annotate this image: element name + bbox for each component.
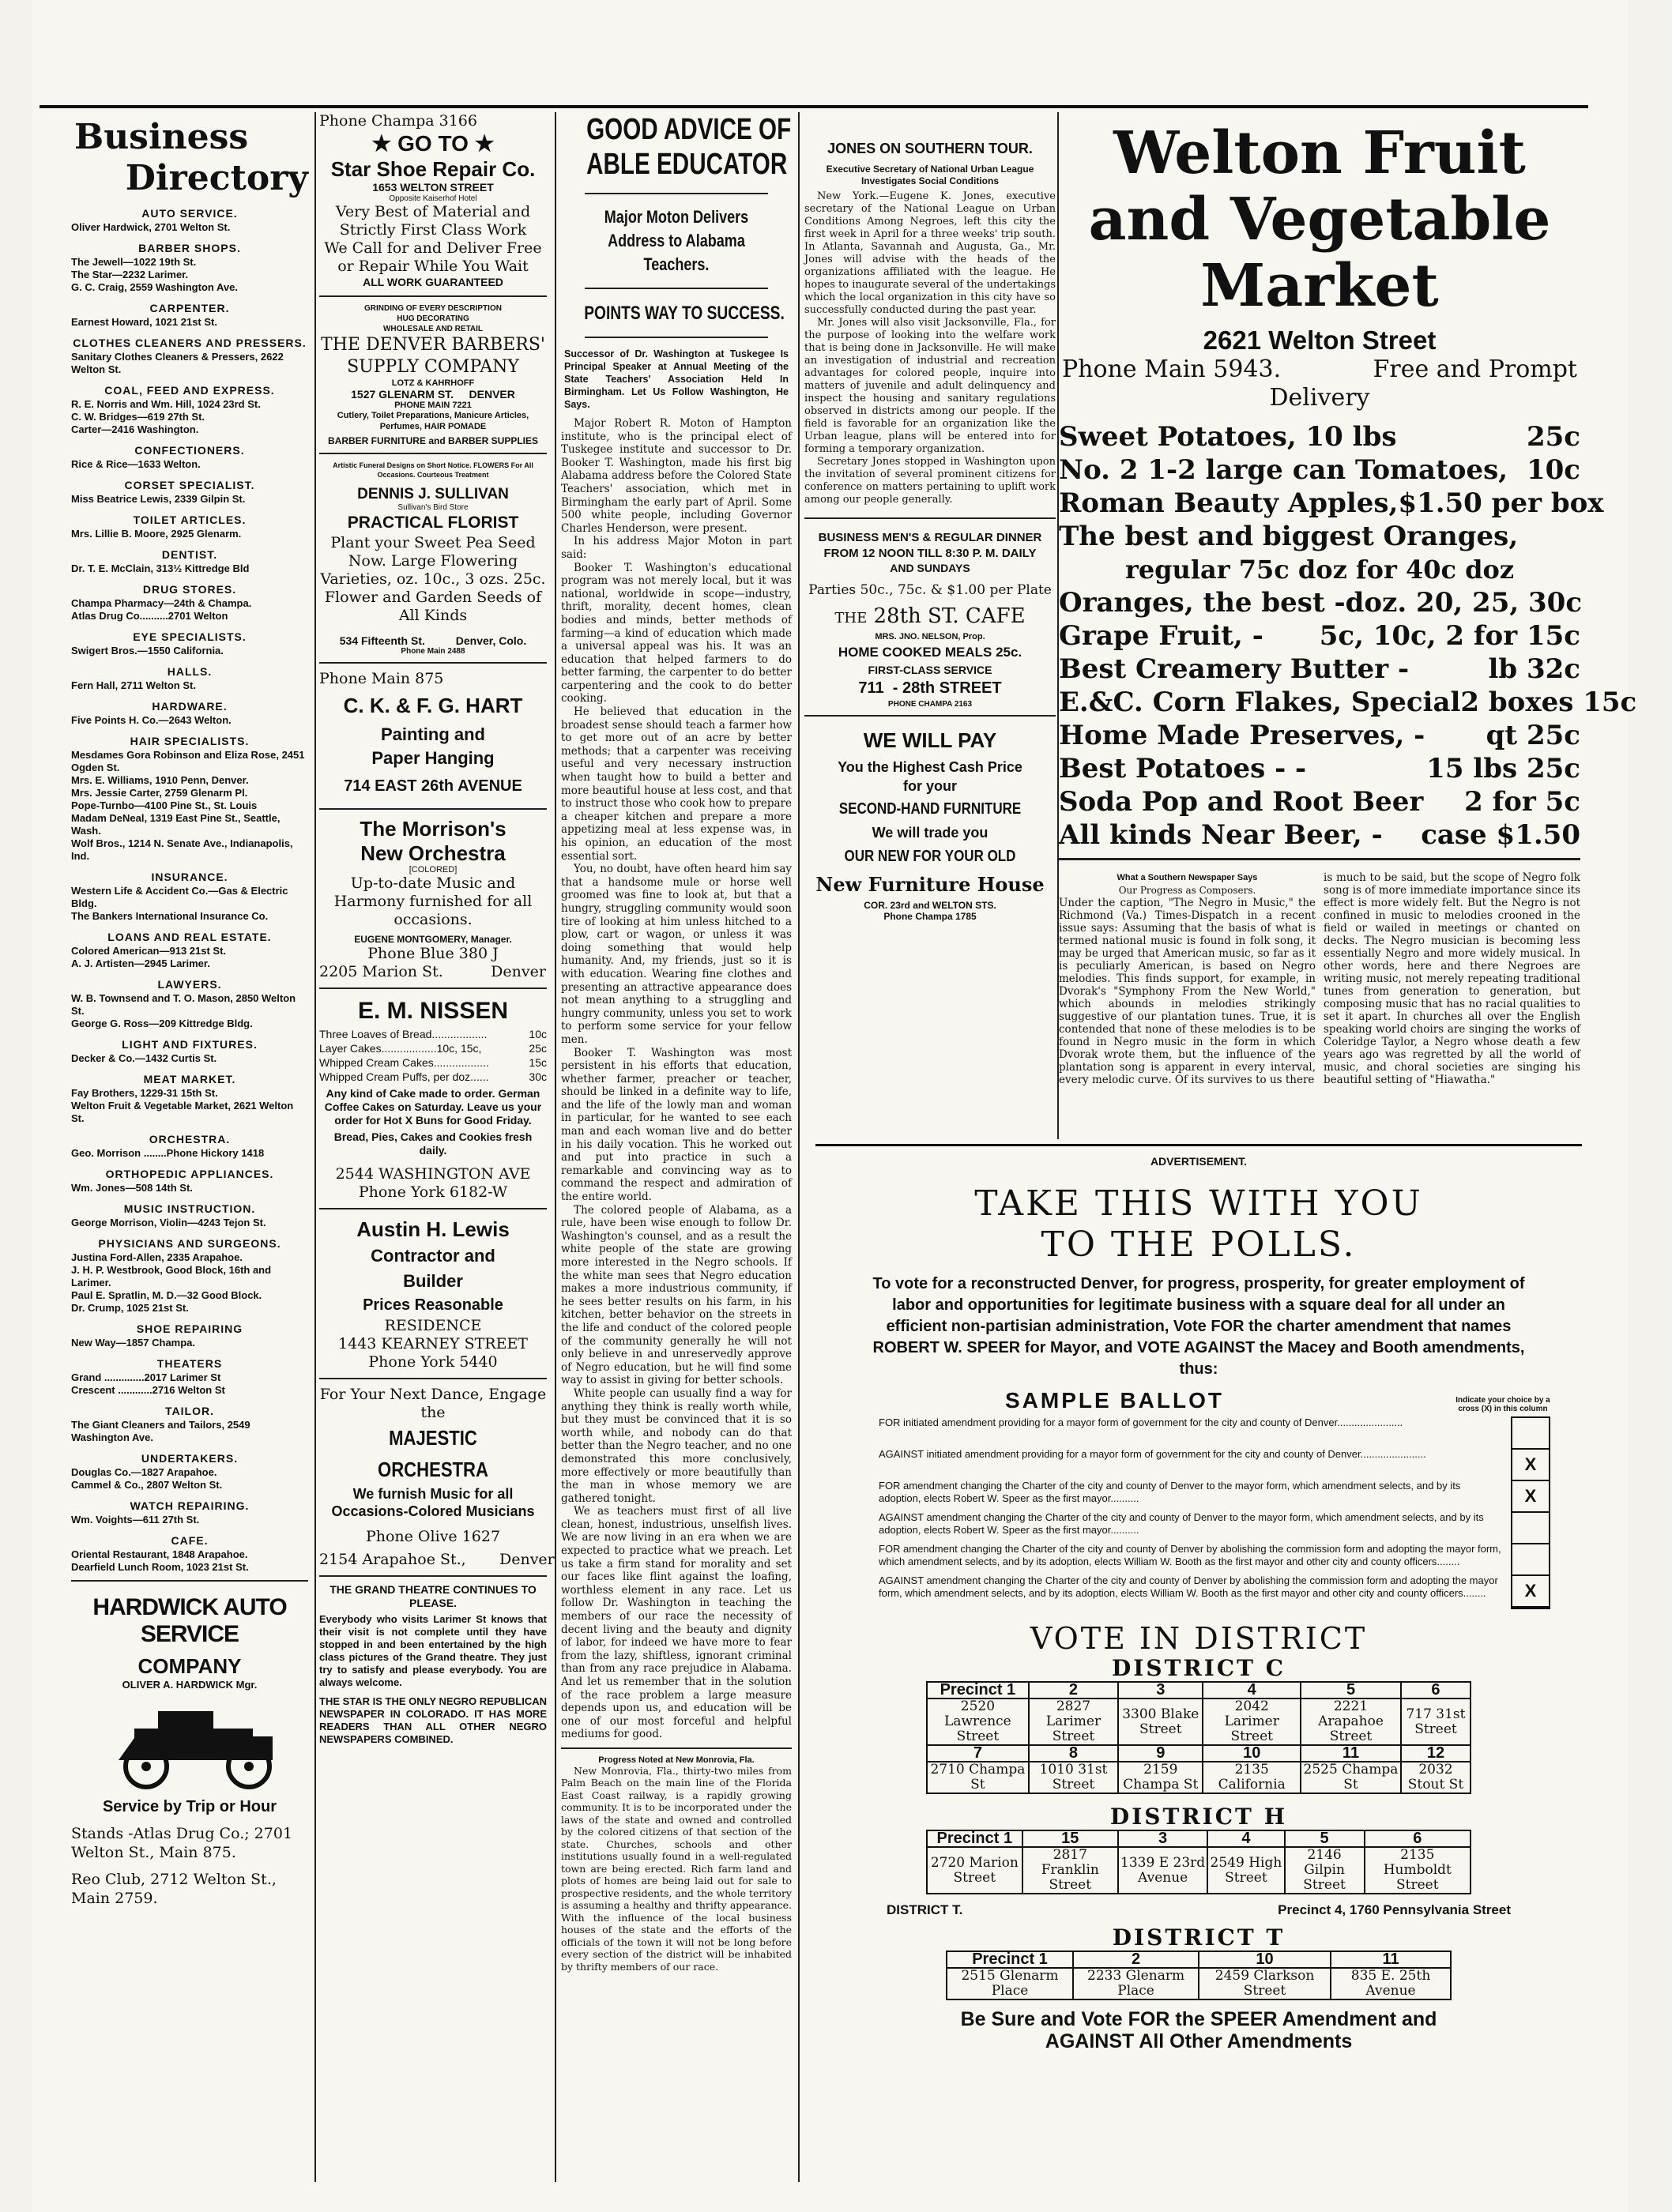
hardwick-company: COMPANY — [137, 1654, 242, 1678]
hardwick-reo: Reo Club, 2712 Welton St., Main 2759. — [71, 1871, 277, 1907]
district-h-title: DISTRICT H — [1109, 1804, 1288, 1830]
table-cell: 12 — [1401, 1745, 1471, 1762]
divider — [71, 1580, 308, 1582]
table-cell: 2135 California — [1203, 1762, 1301, 1793]
article-deck: Successor of Dr. Washington at Tuskegee Is Principal Speaker at Annual Meeting of the State Teachers' Association Held In Birmingham. Let Us Follow Washington, He Says. — [564, 348, 789, 410]
directory-entry: Dearfield Lunch Room, 1023 21st St. — [71, 1561, 249, 1573]
table-row — [927, 1830, 1471, 1847]
table-cell: 3 — [1118, 1682, 1203, 1698]
table-cell: 1010 31st Street — [1029, 1762, 1118, 1793]
divider — [319, 1575, 547, 1577]
price-row — [1059, 752, 1580, 785]
table-cell: 2146 Gilpin Street — [1285, 1847, 1365, 1894]
directory-entry: Justina Ford-Allen, 2335 Arapahoe. — [71, 1251, 243, 1263]
directory-heading: CORSET SPECIALIST. — [124, 479, 255, 491]
article-subhead: Major Moton Delivers Address to Alabama Teachers. — [604, 207, 749, 274]
divider — [585, 193, 768, 194]
lewis-contractor-ad: Austin H. Lewis Contractor and Builder Prices Reasonable RESIDENCE 1443 KEARNEY STREET Phone York 5440 — [338, 1217, 528, 1371]
price-row — [1059, 653, 1580, 686]
paragraph: You, no doubt, have often heard him say that a handsome mule or horse well groomed was fine to look at, but that a hungry, struggling community would soon tire of looking at him unless hitched to a plow, cart or wagon, or unless it was doing something that would help humanity. And, my friends, just so it is with education. Wearing fine clothes and presenting an attractive appearance does not mean anything to a struggling and hungry community, unless you set to work to perform some service for your fellow men. — [561, 863, 792, 1046]
directory-entry: Earnest Howard, 1021 21st St. — [71, 316, 217, 328]
directory-heading: SHOE REPAIRING — [136, 1322, 243, 1335]
directory-heading: DENTIST. — [161, 548, 218, 561]
table-cell: 2549 High Street — [1207, 1847, 1284, 1894]
price-row — [1059, 586, 1583, 619]
table-cell: 2827 Larimer Street — [1029, 1698, 1118, 1745]
item-name: Best Creamery Butter - — [1059, 653, 1410, 685]
directory-entry: Rice & Rice—1633 Welton. — [71, 458, 201, 470]
paragraph: He believed that education in the broadest sense should teach a farmer how to get more out of an acre by better methods; that a carpenter was receiving useful and very necessary instruction when taught how to build a better and more beautiful house at less cost, and that to instruct those who cook how to prepare a cheaper kitchen and prepare a more appetizing meal at less expense was, in his opinion, an education of the most essential sort. — [561, 705, 792, 863]
price-row — [1059, 686, 1637, 719]
table-cell: 6 — [1365, 1830, 1471, 1847]
directory-entry: Decker & Co.—1432 Curtis St. — [71, 1052, 217, 1064]
directory-title: Business Directory — [74, 117, 308, 198]
directory-heading: TAILOR. — [165, 1405, 214, 1417]
ballot-box[interactable]: X — [1512, 1481, 1549, 1513]
article-body — [561, 417, 792, 1741]
directory-entry: Cammel & Co., 2807 Welton St. — [71, 1479, 223, 1491]
table-cell: 2459 Clarkson Street — [1199, 1968, 1331, 1999]
table-cell: 2515 Glenarm Place — [947, 1968, 1073, 1999]
paragraph: Booker T. Washington's educational program was not merely local, but it was national, worldwide in scope—industry, thrift, morality, decent homes, clean bodies and minds, better methods of farming—a kind of education which made a universal appeal was his. It was an education that helped farmers to do better farming, the carpenter to do better carpentering and the cook to do better cooking. — [561, 561, 792, 705]
item-price: lb 32c — [1488, 653, 1580, 685]
directory-heading: PHYSICIANS AND SURGEONS. — [98, 1237, 281, 1250]
directory-heading: MEAT MARKET. — [143, 1073, 236, 1085]
directory-entry: Carter—2416 Washington. — [71, 423, 199, 435]
table-cell: Precinct 1 — [947, 1951, 1073, 1968]
divider — [815, 1144, 1582, 1146]
item-name: Soda Pop and Root Beer — [1059, 786, 1424, 818]
directory-entry: Douglas Co.—1827 Arapahoe. — [71, 1466, 217, 1478]
table-cell: 4 — [1207, 1830, 1284, 1847]
directory-entry: The Giant Cleaners and Tailors, 2549 Washington Ave. — [71, 1419, 250, 1443]
top-rule — [40, 105, 1588, 108]
directory-entry: Wm. Jones—508 14th St. — [71, 1182, 193, 1194]
directory-heading: HARDWARE. — [152, 700, 228, 713]
item-name: No. 2 1-2 large can Tomatoes, — [1059, 454, 1508, 486]
paragraph: In his address Major Moton in part said: — [561, 535, 792, 561]
sample-ballot — [879, 1416, 1550, 1609]
table-row — [927, 1698, 1471, 1745]
table-cell: 2233 Glenarm Place — [1073, 1968, 1199, 1999]
directory-heading: COAL, FEED AND EXPRESS. — [104, 384, 275, 397]
directory-heading: UNDERTAKERS. — [141, 1452, 239, 1465]
item-price: qt 25c — [1486, 720, 1580, 751]
table-cell: 2817 Franklin Street — [1022, 1847, 1118, 1894]
price-value: 10c — [529, 1028, 547, 1040]
directory-heading: CAFE. — [171, 1534, 209, 1547]
divider — [585, 337, 768, 338]
district-t-line: DISTRICT T. Precinct 4, 1760 Pennsylvania Street — [887, 1902, 1511, 1917]
price-row — [1059, 619, 1580, 653]
ballot-item: FOR initiated amendment providing for a mayor form of government for the city and county of Denver....................... — [879, 1416, 1403, 1428]
furniture-ad: WE WILL PAY You the Highest Cash Price for your SECOND-HAND FURNITURE We will trade you OUR NEW FOR YOUR OLD New Furniture House COR. 23rd and WELTON STS. Phone Champa 1785 — [815, 728, 1045, 922]
directory-heading: CONFECTIONERS. — [134, 444, 245, 457]
article-headline: GOOD ADVICE OF — [586, 113, 792, 146]
ballot-item: AGAINST amendment changing the Charter of the city and county of Denver to the mayor form, which amendment selects, and by its adoption, elects Robert W. Speer as the first mayor.......... — [879, 1511, 1484, 1536]
welton-title: Welton Fruit and Vegetable Market — [1088, 119, 1551, 320]
directory-heading: LOANS AND REAL ESTATE. — [107, 931, 272, 943]
directory-heading: INSURANCE. — [151, 871, 228, 883]
directory-entry: Colored American—913 21st St. — [71, 945, 227, 957]
cafe-ad: BUSINESS MEN'S & REGULAR DINNER FROM 12 NOON TILL 8:30 P. M. DAILY AND SUNDAYS Parties 50c., 75c. & $1.00 per Plate THE 28th ST. CAFE MRS. JNO. NELSON, Prop. HOME COOKED MEALS 25c. FIRST-CLASS SERVICE 711 - 28th STREET PHONE CHAMPA 2163 — [808, 531, 1052, 709]
directory-entry: R. E. Norris and Wm. Hill, 1024 23rd St. — [71, 398, 261, 410]
price-row — [319, 1055, 547, 1070]
table-cell: 9 — [1118, 1745, 1203, 1762]
table-cell: Precinct 1 — [927, 1830, 1022, 1847]
item-price: 25c — [1526, 421, 1580, 453]
directory-entry: Fay Brothers, 1229-31 15th St. — [71, 1087, 218, 1099]
directory-heading: HAIR SPECIALISTS. — [130, 735, 250, 747]
district-h-table — [926, 1830, 1471, 1894]
directory-entry: Atlas Drug Co..........2701 Welton — [71, 610, 228, 622]
ballot-box[interactable]: X — [1512, 1576, 1549, 1608]
directory-heading: LIGHT AND FIXTURES. — [122, 1038, 258, 1051]
paragraph: Mr. Jones will also visit Jacksonville, Fla., for the purpose of looking into the welfare work that is being done in Jacksonville. He will make an investigation of industrial and recreation advantages for colored people, inquire into matters of juvenile and adult delinquency and inspect the housing and sanitary regulations observed in districts among our people. If the field is favorable for an organization like the Urban league, plans will be entered into for forming a temporary organization. — [804, 317, 1056, 455]
column-divider — [555, 112, 556, 2182]
item-price: 10c — [1526, 454, 1580, 486]
item-name: All kinds Near Beer, - — [1059, 819, 1383, 851]
directory-entry: Mrs. Lillie B. Moore, 2925 Glenarm. — [71, 528, 242, 540]
table-cell: 11 — [1301, 1745, 1401, 1762]
item-name: Home Made Preserves, - — [1059, 720, 1425, 751]
price-row — [1059, 420, 1580, 453]
directory-entry: Welton Fruit & Vegetable Market, 2621 Welton St. — [71, 1100, 294, 1124]
jones-body — [804, 190, 1056, 506]
directory-entry: Wolf Bros., 1214 N. Senate Ave., Indianapolis, Ind. — [71, 837, 293, 862]
divider — [561, 1747, 792, 1749]
directory-heading: LAWYERS. — [157, 978, 222, 991]
directory-heading: HALLS. — [167, 665, 213, 678]
hardwick-manager: OLIVER A. HARDWICK Mgr. — [122, 1679, 258, 1691]
table-row — [947, 1968, 1451, 1999]
table-cell: 2 — [1029, 1682, 1118, 1698]
welton-address: 2621 Welton Street — [1203, 325, 1437, 355]
directory-heading: TOILET ARTICLES. — [133, 514, 247, 526]
price-row — [319, 1041, 547, 1055]
district-c-table — [926, 1681, 1471, 1794]
automobile-icon — [87, 1697, 292, 1792]
hart-painting-ad: Phone Main 875 C. K. & F. G. HART Painting and Paper Hanging 714 EAST 26th AVENUE — [319, 670, 523, 795]
paragraph: Booker T. Washington was most persistent in his efforts that education, whether farmer, preacher or teacher, should be linked in a definite way to life, and the life of the lowly man and woman in particular, for he wanted to see each man and each woman live and do better in his daily vocation. This he worked out and put into practice in such a remarkable and convincing way as to command the respect and admiration of the entire world. — [561, 1046, 792, 1204]
divider — [319, 453, 547, 454]
table-cell: 2 — [1073, 1951, 1199, 1968]
welton-phone: Phone Main 5943. Free and Prompt — [1062, 356, 1577, 383]
table-cell: Precinct 1 — [927, 1682, 1029, 1698]
table-cell: 717 31st Street — [1401, 1698, 1471, 1745]
item-price: case $1.50 — [1421, 819, 1580, 851]
directory-heading: WATCH REPAIRING. — [130, 1499, 250, 1512]
divider — [319, 988, 547, 989]
directory-entry: Paul E. Spratlin, M. D.—32 Good Block. — [71, 1289, 262, 1301]
price-item: Whipped Cream Cakes.................. — [319, 1056, 489, 1069]
directory-entry: Grand ..............2017 Larimer St — [71, 1371, 221, 1383]
monrovia-body: New Monrovia, Fla., thirty-two miles from Palm Beach on the main line of the Florida East Coast railway, is a rapidly growing community. It is to be incorporated under the laws of the state and owned and controlled by the colored citizens of that section of the state. Churches, schools and other institutions usually found in a well-regulated town are being erected. Rich farm land and plots of homes are being laid out for sale to prospective residents, and the whole territory is assuming a healthy and thrifty appearance. With the influence of the local business houses of the state and the efforts of the officials of the town it will not be long before every section of the district will be inhabited by thrifty members of our race. — [561, 1764, 792, 1973]
district-c-title: DISTRICT C — [1112, 1655, 1286, 1681]
welton-delivery: Delivery — [1269, 384, 1370, 412]
divider — [319, 295, 547, 297]
ballot-box[interactable] — [1512, 1418, 1549, 1450]
item-name: The best and biggest Oranges, — [1059, 521, 1519, 552]
directory-entry: Oriental Restaurant, 1848 Arapahoe. — [71, 1548, 248, 1560]
morrison-orchestra-ad: The Morrison's New Orchestra [COLORED] Up-to-date Music and Harmony furnished for all occasions. EUGENE MONTGOMERY, Manager. Phone Blue 380 J 2205 Marion St. Denver — [319, 817, 546, 980]
table-row — [947, 1951, 1451, 1968]
directory-entry: George G. Ross—209 Kittredge Bldg. — [71, 1018, 253, 1029]
price-item: Whipped Cream Puffs, per doz...... — [319, 1070, 489, 1083]
price-row — [1059, 818, 1580, 852]
directory-heading: ORCHESTRA. — [149, 1133, 231, 1146]
directory-entry: Swigert Bros.—1550 California. — [71, 645, 224, 656]
star-icon: ★ — [371, 131, 392, 156]
paragraph: New York.—Eugene K. Jones, executive secretary of the National League on Urban Conditions Among Negroes, left this city the first week in April for a three weeks' trip south. In Atlanta, Savannah and Augusta, Ga., Mr. Jones will advise with the heads of the organizations affiliated with the league. He hopes to inaugurate several of the undertakings which the local organization in this city have so successfully conducted during the past year. — [804, 190, 1056, 316]
table-cell: 10 — [1203, 1745, 1301, 1762]
directory-entry: Oliver Hardwick, 2701 Welton St. — [71, 221, 231, 233]
table-row — [927, 1682, 1471, 1698]
price-row — [1059, 785, 1580, 818]
directory-heading: CARPENTER. — [149, 302, 230, 314]
directory-entry: Crescent ............2716 Welton St — [71, 1384, 225, 1396]
vote-in-district-title: VOTE IN DISTRICT — [1030, 1621, 1368, 1656]
florist-ad: Artistic Funeral Designs on Short Notice. FLOWERS For All Occasions. Courteous Treatment DENNIS J. SULLIVAN Sullivan's Bird Store PRACTICAL FLORIST Plant your Sweet Pea Seed Now. Large Flowering Varieties, oz. 10c., 3 ozs. 25c. Flower and Garden Seeds of All Kinds 534 Fifteenth St. Denver, Colo. Phone Main 2488 — [320, 461, 546, 656]
item-name: regular 75c doz for 40c doz — [1124, 555, 1515, 585]
table-cell: 4 — [1203, 1682, 1301, 1698]
hardwick-stands: Stands -Atlas Drug Co.; 2701 Welton St., Main 875. — [71, 1825, 293, 1861]
column-divider — [798, 112, 800, 2182]
welton-price-list — [1059, 420, 1637, 852]
paragraph: Secretary Jones stopped in Washington upon the invitation of several prominent citizens for conference on matters pertaining to uplift work among our people generally. — [804, 456, 1056, 506]
paragraph: The colored people of Alabama, as a rule, have been wise enough to follow Dr. Washington's counsel, and as a result the white people of the state are growing more interested in the Negro schools. If the white man sees that Negro education makes a more industrious community, if he sees better results on his farm, in his kitchen, better behavior on the streets in the life and conduct of the colored people of the community generally he will not only believe in and unreservedly approve of Negro education, but he will find some way to assist in giving for better schools. — [561, 1203, 792, 1387]
majestic-orchestra-ad: For Your Next Dance, Engage the MAJESTIC ORCHESTRA We furnish Music for all Occasions-Colored Musicians Phone Olive 1627 2154 Arapahoe St., Denver — [319, 1386, 555, 1568]
price-row — [319, 1027, 547, 1041]
directory-entry: The Jewell—1022 19th St. — [71, 256, 197, 268]
ballot-note: Indicate your choice by a cross (X) in this column — [1455, 1396, 1550, 1413]
price-value: 30c — [529, 1070, 547, 1083]
item-price: 2 for 5c — [1464, 786, 1580, 818]
jones-headline: JONES ON SOUTHERN TOUR. — [827, 141, 1033, 156]
ballot-item: AGAINST initiated amendment providing for a mayor form of government for the city and county of Denver....................... — [879, 1448, 1426, 1460]
nissen-price-list — [319, 1027, 547, 1084]
hardwick-title: HARDWICK AUTO SERVICE — [92, 1594, 287, 1647]
nissen-bakery-ad: E. M. NISSEN Three Loaves of Bread.................. 10c Layer Cakes..................10c, 15c, 25c Whipped Cream Cakes.................. 15c Whipped Cream Puffs, per doz...... 30c Any kind of Cake made to order. German Coffee Cakes on Saturday. Leave us your order for Hot X Buns for Good Friday. Bread, Pies, Cakes and Cookies fresh daily. 2544 WASHINGTON AVE Phone York 6182-W — [319, 998, 547, 1201]
column-divider — [314, 112, 316, 2182]
directory-sections — [71, 207, 308, 1574]
table-cell: 3300 Blake Street — [1118, 1698, 1203, 1745]
price-row — [319, 1070, 547, 1084]
monrovia-headline: Progress Noted at New Monrovia, Fla. — [598, 1755, 755, 1765]
directory-entry: Pope-Turnbo—4100 Pine St., St. Louis — [71, 799, 258, 811]
directory-entry: Geo. Morrison ........Phone Hickory 1418 — [71, 1147, 265, 1159]
item-name: Sweet Potatoes, 10 lbs — [1059, 421, 1397, 453]
directory-entry: Mrs. Jessie Carter, 2759 Glenarm Pl. — [71, 787, 248, 799]
ballot-item: FOR amendment changing the Charter of the city and county of Denver by abolishing the commission form and adopting the mayor form, which amendment selects, and by its adoption, elects William W. Booth as the first mayor and other city and county officers........ — [879, 1543, 1501, 1567]
table-cell: 3 — [1118, 1830, 1207, 1847]
directory-entry: New Way—1857 Champa. — [71, 1337, 196, 1349]
polls-title: TAKE THIS WITH YOU TO THE POLLS. — [974, 1183, 1423, 1265]
item-price: 2 boxes 15c — [1460, 687, 1637, 718]
item-name: Best Potatoes - - — [1059, 753, 1307, 784]
article-subhead: POINTS WAY TO SUCCESS. — [584, 303, 785, 324]
divider — [319, 662, 547, 664]
price-item: Layer Cakes..................10c, 15c, — [319, 1042, 482, 1055]
directory-entry: Fern Hall, 2711 Welton St. — [71, 679, 196, 691]
directory-heading: EYE SPECIALISTS. — [133, 630, 247, 643]
directory-entry: Five Points H. Co.—2643 Welton. — [71, 714, 232, 726]
polls-advertisement: ADVERTISEMENT. TAKE THIS WITH YOU TO THE POLLS. To vote for a reconstructed Denver, for progress, prosperity, for greater employment of labor and opportunities for legitimate business with a square deal for all under an efficient non-partisian administration, Vote FOR the charter amendment that names ROBERT W. SPEER for Mayor, and VOTE AGAINST the Macey and Booth amendments, thus: SAMPLE BALLOT Indicate your choice by a cross (X) in this column FOR initiated amendment providing for a mayor form of government for the city and county of Denver....................... AGAINST initiated amendment providing for a mayor form of government for the city and county of Denver....................... FOR amendment changing the Charter of the city and county of Denver to the mayor form, which amendment selects, and by its adoption, elects Robert W. Speer as the first mayor.......... AGAINST amendment changing the Charter of the city and county of Denver to the mayor form, which amendment selects, and by its adoption, elects Robert W. Speer as the first mayor.......... FOR amendment changing the Charter of the city and county of Denver by abolishing the commission form and adopting the mayor form, which amendment selects, and by its adoption, elects William W. Booth as the first mayor and other city and county officers........ AGAINST amendment changing the Charter of the city and county of Denver by abolishing the commission form and adopting the mayor form, which amendment selects, and by its adoption, elects William W. Booth as the first mayor and other city and county officers........ X X X VOTE IN DISTRICT DISTRICT C Precinct 1 2 3 4 5 6 2520 Lawrence Street 2827 Larimer Street 3300 Blake Street 2042 Larimer Street 2221 Arapahoe Street 717 31st Street 7 8 9 10 11 12 2710 Champa St 1010 31st Street 2159 Champa St 2135 California 2525 Champa St 2032 Stout St DISTRICT H Precinct 1 15 3 4 5 6 2720 Marion Street 2817 Franklin Street 1339 E 23rd Avenue 2549 High Street 2146 Gilpin Street 2135 Humboldt Street DISTRICT T. Precinct 4, 1760 Pennsylvania Street DISTRICT T Precinct 1 2 10 11 2515 Glenarm Place 2233 Glenarm Place 2459 Clarkson Street 835 E. 25th Avenue Be Sure and Vote FOR the SPEER Amendment and AGAINST All Other Amendments — [815, 1155, 1582, 2166]
table-cell: 2032 Stout St — [1401, 1762, 1471, 1793]
divider — [804, 517, 1056, 519]
district-t-table — [946, 1951, 1452, 2000]
directory-entry: The Star—2232 Larimer. — [71, 269, 189, 280]
table-cell: 2525 Champa St — [1301, 1762, 1401, 1793]
article-headline: ABLE EDUCATOR — [586, 148, 788, 181]
table-cell: 11 — [1331, 1951, 1451, 1968]
table-cell: 2042 Larimer Street — [1203, 1698, 1301, 1745]
ballot-box[interactable] — [1512, 1513, 1549, 1544]
table-cell: 1339 E 23rd Avenue — [1118, 1847, 1207, 1894]
item-price: 5c, 10c, 2 for 15c — [1319, 620, 1580, 652]
music-article: What a Southern Newspaper Says Our Progress as Composers. Under the caption, "The Negro in Music," the Richmond (Va.) Times-Dispatch in a recent issue says: Assuming that the basis of what is termed national music is found in folk song, it may be urged that American music, so far as it is peculiarly American, is based on Negro melodies. This finds support, for example, in Dvorak's "Symphony From the New World," which abounds in melodies strikingly suggestive of our plantation tunes. True, it is contended that none of these melodies is to be found in Negro music in the form in which Dvorak wrote them, but the influence of the plantation song is apparent in every interval, every melodic curve. Of its survives to us there is much to be said, but the scope of Negro folk song is of more immediate importance since its effect is more widely felt. But the Negro is not confined in music to melodies crooned in the field or wailed in meetings or chanted on decks. The Negro musician is becoming less essentially Negro and more widely musical. In other words, here and there Negroes are writing music, not merely repeating traditional tunes from generation to generation, but composing music that has no racial qualities to set it apart. In churches all over the English speaking world choirs are singing the works of Coleridge Taylor, a Negro whose death a few years ago was regretted by all the world of music, and choral societies are singing his beautiful setting of "Hiawatha." — [1059, 871, 1580, 1086]
directory-entry: W. B. Townsend and T. O. Mason, 2850 Welton St. — [71, 992, 296, 1017]
divider — [1059, 858, 1580, 860]
directory-entry: George Morrison, Violin—4243 Tejon St. — [71, 1217, 266, 1228]
directory-heading: THEATERS — [156, 1357, 223, 1370]
price-row — [1059, 453, 1580, 487]
table-cell: 2710 Champa St — [927, 1762, 1029, 1793]
polls-body: To vote for a reconstructed Denver, for progress, prosperity, for greater employment of labor and opportunities for legitimate business with a square deal for all under an efficient non-partisian administration, Vote FOR the charter amendment that names ROBERT W. SPEER for Mayor, and VOTE AGAINST the Macey and Booth amendments, thus: — [872, 1275, 1525, 1378]
divider — [585, 288, 768, 289]
directory-heading: ORTHOPEDIC APPLIANCES. — [105, 1168, 274, 1180]
ads-column — [319, 112, 555, 2182]
directory-heading: BARBER SHOPS. — [138, 242, 241, 254]
price-row — [1059, 487, 1604, 520]
divider — [319, 808, 547, 810]
price-row — [1059, 719, 1580, 752]
directory-heading: CLOTHES CLEANERS AND PRESSERS. — [73, 337, 307, 349]
directory-entry: Dr. Crump, 1025 21st St. — [71, 1302, 189, 1314]
barbers-supply-ad: GRINDING OF EVERY DESCRIPTION HUG DECORATING WHOLESALE AND RETAIL THE DENVER BARBERS' SUPPLY COMPANY LOTZ & KAHRHOFF 1527 GLENARM ST. DENVER PHONE MAIN 7221 Cutlery, Toilet Preparations, Manicure Articles, Perfumes, HAIR POMADE BARBER FURNITURE and BARBER SUPPLIES — [321, 304, 545, 446]
directory-entry: C. W. Bridges—619 27th St. — [71, 411, 205, 423]
directory-entry: Western Life & Accident Co.—Gas & Electric Bldg. — [71, 885, 288, 909]
directory-heading: AUTO SERVICE. — [141, 207, 238, 220]
polls-footer: Be Sure and Vote FOR the SPEER Amendment and AGAINST All Other Amendments — [960, 2008, 1437, 2052]
directory-heading: MUSIC INSTRUCTION. — [123, 1202, 256, 1215]
divider — [319, 1208, 547, 1209]
table-cell: 2135 Humboldt Street — [1365, 1847, 1471, 1894]
table-cell: 2720 Marion Street — [927, 1847, 1022, 1894]
price-value: 25c — [529, 1042, 547, 1055]
ballot-title: SAMPLE BALLOT — [1005, 1388, 1224, 1413]
hardwick-service: Service by Trip or Hour — [102, 1798, 277, 1815]
price-row — [1059, 520, 1580, 553]
paragraph: Major Robert R. Moton of Hampton institute, who is the principal elect of Tuskegee institute and successor to Dr. Booker T. Washington, made his first big Alabama address before the Colored State Teachers' association, which met in Birmingham the early part of April. Some 500 white people, including Governor Charles Henderson, were present. — [561, 417, 792, 535]
paragraph: We as teachers must first of all live clean, honest, industrious, unselfish lives. We are now living in an era when we are expected to practice what we preach. Let us take a firm stand for morality and set our faces like flint against the loafing, worthless element in any race. Let us follow Dr. Washington in teaching the members of our race the necessity of decent living and the beauty and dignity of labor, for indeed we have more to fear from the lazy, shiftless, ignorant criminal than from any race prejudice in Alabama. And let us remember that in the solution of the race problem a large measure depends upon us, and education will be one of our most forceful and helpful mediums for good. — [561, 1505, 792, 1741]
directory-entry: G. C. Craig, 2559 Washington Ave. — [71, 281, 238, 293]
table-cell: 835 E. 25th Avenue — [1331, 1968, 1451, 1999]
table-row — [927, 1847, 1471, 1894]
item-name: Grape Fruit, - — [1059, 620, 1263, 652]
directory-heading: DRUG STORES. — [142, 583, 237, 596]
table-cell: 2159 Champa St — [1118, 1762, 1203, 1793]
ballot-item: FOR amendment changing the Charter of the city and county of Denver to the mayor form, which amendment selects, and by its adoption, elects Robert W. Speer as the first mayor.......... — [879, 1480, 1461, 1504]
directory-entry: Wm. Voights—611 27th St. — [71, 1514, 200, 1525]
table-row — [927, 1762, 1471, 1793]
paragraph: White people can usually find a way for anything they think is really worth while, but they must be convinced that it is so worth while, and nobody can do that better than the Negro teacher, and no one demonstrated this more conclusively, more effectively or more beautifully than the man in whose memory we are gathered tonight. — [561, 1386, 792, 1505]
business-directory-column — [71, 112, 308, 2182]
table-cell: 8 — [1029, 1745, 1118, 1762]
item-name: E.&C. Corn Flakes, Special — [1059, 687, 1461, 718]
directory-entry: Miss Beatrice Lewis, 2339 Gilpin St. — [71, 493, 246, 505]
price-value: 15c — [529, 1056, 547, 1069]
table-cell: 6 — [1401, 1682, 1471, 1698]
table-cell: 15 — [1022, 1830, 1118, 1847]
table-cell: 5 — [1285, 1830, 1365, 1847]
price-item: Three Loaves of Bread.................. — [319, 1028, 488, 1040]
directory-entry: The Bankers International Insurance Co. — [71, 910, 269, 922]
directory-entry: Mesdames Gora Robinson and Eliza Rose, 2451 Ogden St. — [71, 749, 305, 773]
ballot-item: AGAINST amendment changing the Charter of the city and county of Denver by abolishing the commission form and adopting the mayor form, which amendment selects, and by its adoption, elects William W. Booth as the first mayor and other city and county officers........ — [879, 1574, 1498, 1599]
item-price: 15 lbs 25c — [1426, 753, 1580, 784]
item-price: doz. 20, 25, 30c — [1345, 587, 1583, 619]
directory-entry: A. J. Artisten—2945 Larimer. — [71, 957, 210, 969]
directory-entry: J. H. P. Westbrook, Good Block, 16th and Larimer. — [71, 1264, 272, 1288]
table-cell: 2520 Lawrence Street — [927, 1698, 1029, 1745]
price-row — [1059, 553, 1580, 586]
ballot-box[interactable]: X — [1512, 1450, 1549, 1481]
district-t-title: DISTRICT T — [1112, 1924, 1286, 1951]
table-cell: 5 — [1301, 1682, 1401, 1698]
divider — [319, 1378, 547, 1379]
table-row — [927, 1745, 1471, 1762]
item-price: $1.50 per box — [1398, 487, 1604, 519]
table-cell: 7 — [927, 1745, 1029, 1762]
directory-entry: Sanitary Clothes Cleaners & Pressers, 2622 Welton St. — [71, 351, 284, 375]
welton-market-ad — [1059, 112, 1637, 1202]
ballot-box[interactable] — [1512, 1544, 1549, 1576]
jones-deck: Executive Secretary of National Urban League Investigates Social Conditions — [826, 164, 1034, 186]
directory-entry: Dr. T. E. McClain, 313½ Kittredge Bld — [71, 562, 250, 574]
grand-theatre-note: THE GRAND THEATRE CONTINUES TO PLEASE. Everybody who visits Larimer St knows that their visit is not complete until they have stopped in and been entertained by the high class pictures of the Grand theatre. They just try to satisfy and please everybody. You are always welcome. THE STAR IS THE ONLY NEGRO REPUBLICAN NEWSPAPER IN COLORADO. IT HAS MORE READERS THAN ALL OTHER NEGRO NEWSPAPERS COMBINED. — [319, 1583, 547, 1745]
table-cell: 2221 Arapahoe Street — [1301, 1698, 1401, 1745]
item-name: Oranges, the best - — [1059, 587, 1346, 619]
divider — [804, 715, 1056, 717]
directory-entry: Madam DeNeal, 1319 East Pine St., Seattle, Wash. — [71, 812, 281, 837]
item-name: Roman Beauty Apples, — [1059, 487, 1399, 519]
directory-entry: Champa Pharmacy—24th & Champa. — [71, 597, 252, 609]
star-shoe-ad: Phone Champa 3166 ★ GO TO ★ Star Shoe Repair Co. 1653 WELTON STREET Opposite Kaiserhof Hotel Very Best of Material and Strictly First Class Work We Call for and Deliver Free or Repair While You Wait ALL WORK GUARANTEED — [319, 112, 542, 288]
table-cell: 10 — [1199, 1951, 1331, 1968]
directory-entry: Mrs. E. Williams, 1910 Penn, Denver. — [71, 774, 249, 786]
star-icon: ★ — [474, 131, 495, 156]
moton-article-column — [561, 112, 792, 2182]
